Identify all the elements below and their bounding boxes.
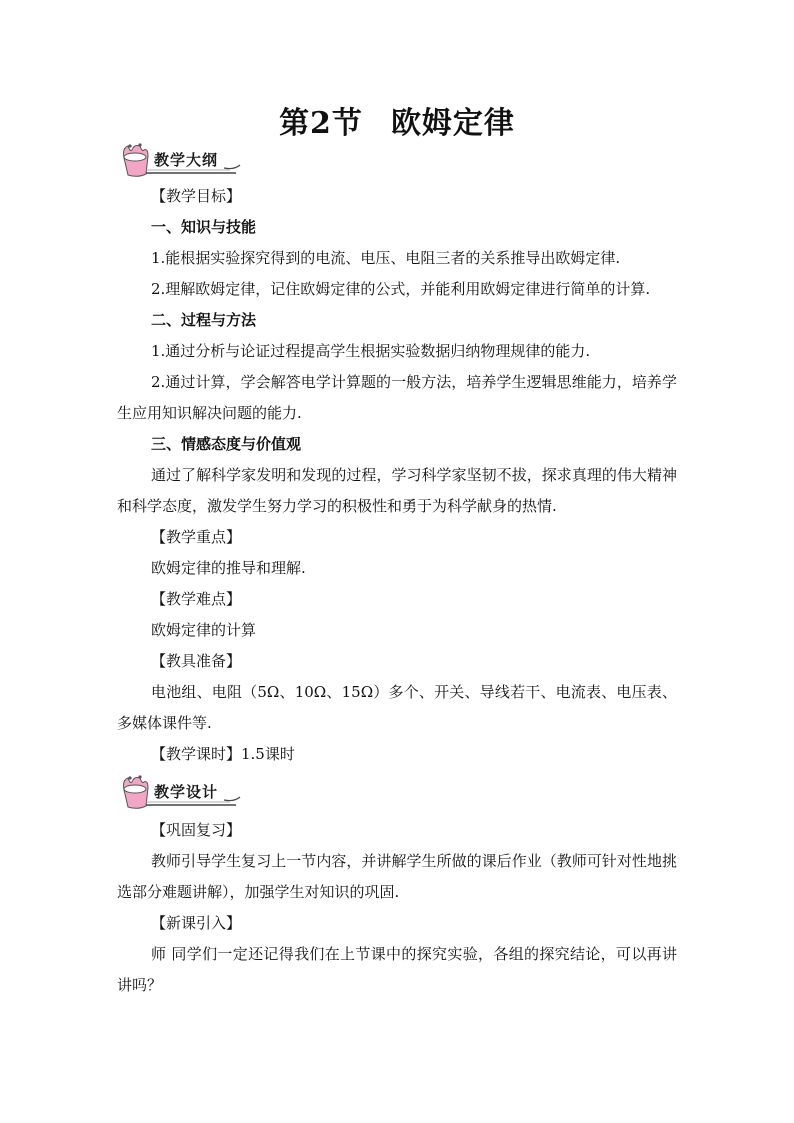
section-process-heading: 二、过程与方法 xyxy=(151,311,257,329)
review-heading: 【巩固复习】 xyxy=(151,821,242,839)
process-point-1: 1.通过分析与论证过程提高学生根据实验数据归纳物理规律的能力. xyxy=(151,342,591,360)
banner-title-design: 教学设计 xyxy=(154,783,219,801)
tools-heading: 【教具准备】 xyxy=(151,652,242,670)
section-knowledge-heading: 一、知识与技能 xyxy=(151,218,257,236)
difficulty-heading: 【教学难点】 xyxy=(151,590,242,608)
key-point-heading: 【教学重点】 xyxy=(151,528,242,546)
key-point-text: 欧姆定律的推导和理解. xyxy=(151,559,306,577)
page-title: 第2节 欧姆定律 xyxy=(279,106,515,141)
tools-text: 电池组、电阻（5Ω、10Ω、15Ω）多个、开关、导线若干、电流表、电压表、多媒体课件等. xyxy=(117,683,677,732)
process-point-2: 2.通过计算，学会解答电学计算题的一般方法，培养学生逻辑思维能力，培养学生应用知识解决问题的能力. xyxy=(117,373,677,422)
banner-title-outline: 教学大纲 xyxy=(154,151,219,169)
intro-heading: 【新课引入】 xyxy=(151,914,242,932)
review-text: 教师引导学生复习上一节内容，并讲解学生所做的课后作业（教师可针对性地挑选部分难题讲解），加强学生对知识的巩固. xyxy=(117,852,677,901)
difficulty-text: 欧姆定律的计算 xyxy=(151,621,257,639)
section-banner-outline xyxy=(118,140,248,180)
section-attitude-heading: 三、情感态度与价值观 xyxy=(151,435,302,453)
attitude-paragraph: 通过了解科学家发明和发现的过程，学习科学家坚韧不拔，探求真理的伟大精神和科学态度，激发学生努力学习的积极性和勇于为科学献身的热情. xyxy=(117,466,677,515)
section-banner-design xyxy=(118,772,248,812)
class-hours: 【教学课时】1.5课时 xyxy=(151,745,295,763)
intro-text: 师 同学们一定还记得我们在上节课中的探究实验，各组的探究结论，可以再讲讲吗？ xyxy=(117,945,677,994)
knowledge-point-2: 2.理解欧姆定律，记住欧姆定律的公式，并能利用欧姆定律进行简单的计算. xyxy=(151,280,651,298)
goals-heading: 【教学目标】 xyxy=(151,187,242,205)
knowledge-point-1: 1.能根据实验探究得到的电流、电压、电阻三者的关系推导出欧姆定律. xyxy=(151,249,621,267)
